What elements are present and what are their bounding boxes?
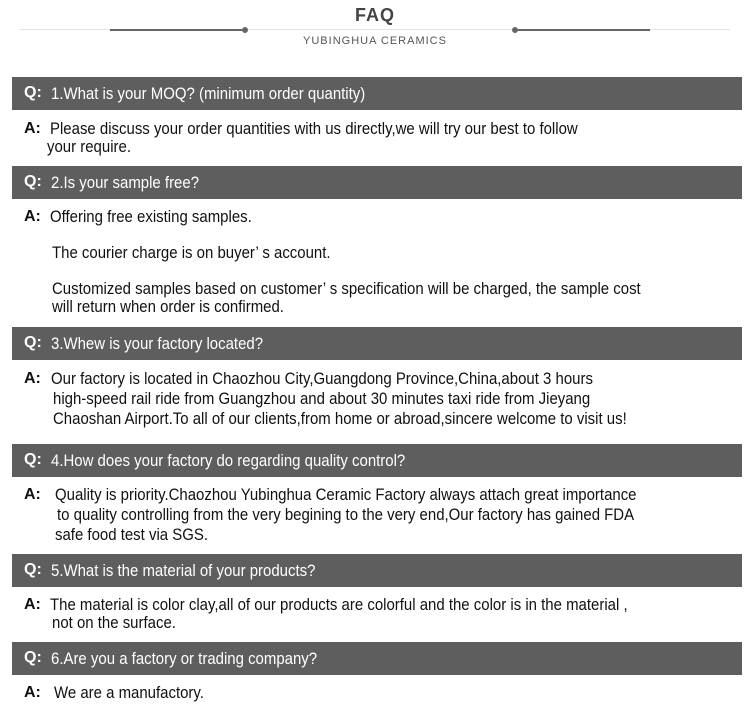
answer-line: We are a manufactory. xyxy=(54,683,204,702)
answer-label: A: xyxy=(24,120,41,137)
answer-line: Our factory is located in Chaozhou City,Guangdong Province,China,about 3 hours xyxy=(51,369,593,388)
question-label: Q: xyxy=(24,173,42,190)
divider-dot-left xyxy=(242,27,248,33)
answer-line: The material is color clay,all of our products are colorful and the color is in the material , xyxy=(50,595,628,614)
answer-label: A: xyxy=(24,596,41,613)
faq-question-3 xyxy=(12,327,742,360)
answer-label: A: xyxy=(24,684,41,701)
question-text: 4.How does your factory do regarding quality control? xyxy=(51,451,406,470)
question-label: Q: xyxy=(24,649,42,666)
divider-accent-left xyxy=(110,29,245,31)
answer-line: Customized samples based on customer’ s specification will be charged, the sample cost xyxy=(52,279,641,298)
answer-line: your require. xyxy=(47,137,131,156)
answer-line: high-speed rail ride from Guangzhou and about 30 minutes taxi ride from Jieyang xyxy=(53,389,591,408)
answer-label: A: xyxy=(24,370,41,387)
answer-line: not on the surface. xyxy=(52,613,176,632)
faq-question-5 xyxy=(12,554,742,587)
faq-question-6 xyxy=(12,642,742,675)
question-label: Q: xyxy=(24,334,42,351)
answer-line: Please discuss your order quantities with us directly,we will try our best to follow xyxy=(50,119,578,138)
answer-line: to quality controlling from the very begining to the very end,Our factory has gained FDA xyxy=(57,505,635,524)
answer-line: The courier charge is on buyer’ s account. xyxy=(52,243,331,262)
page-title: FAQ xyxy=(354,5,395,25)
question-text: 2.Is your sample free? xyxy=(51,173,200,192)
question-text: 3.Whew is your factory located? xyxy=(51,334,264,353)
divider-dot-right xyxy=(512,27,518,33)
question-text: 5.What is the material of your products? xyxy=(51,561,316,580)
question-label: Q: xyxy=(24,561,42,578)
page-subtitle: YUBINGHUA CERAMICS xyxy=(303,35,447,47)
answer-line: safe food test via SGS. xyxy=(55,525,209,544)
answer-line: Quality is priority.Chaozhou Yubinghua Ceramic Factory always attach great importance xyxy=(55,485,637,504)
faq-question-1 xyxy=(12,77,742,110)
question-text: 6.Are you a factory or trading company? xyxy=(51,649,318,668)
question-text: 1.What is your MOQ? (minimum order quantity) xyxy=(51,84,366,103)
divider-accent-right xyxy=(515,29,650,31)
question-label: Q: xyxy=(24,451,42,468)
faq-question-2 xyxy=(12,166,742,199)
answer-line: Offering free existing samples. xyxy=(50,207,252,226)
answer-label: A: xyxy=(24,486,41,503)
question-label: Q: xyxy=(24,84,42,101)
faq-question-4 xyxy=(12,444,742,477)
answer-line: will return when order is confirmed. xyxy=(52,297,284,316)
answer-label: A: xyxy=(24,208,41,225)
answer-line: Chaoshan Airport.To all of our clients,from home or abroad,sincere welcome to visit us! xyxy=(53,409,627,428)
